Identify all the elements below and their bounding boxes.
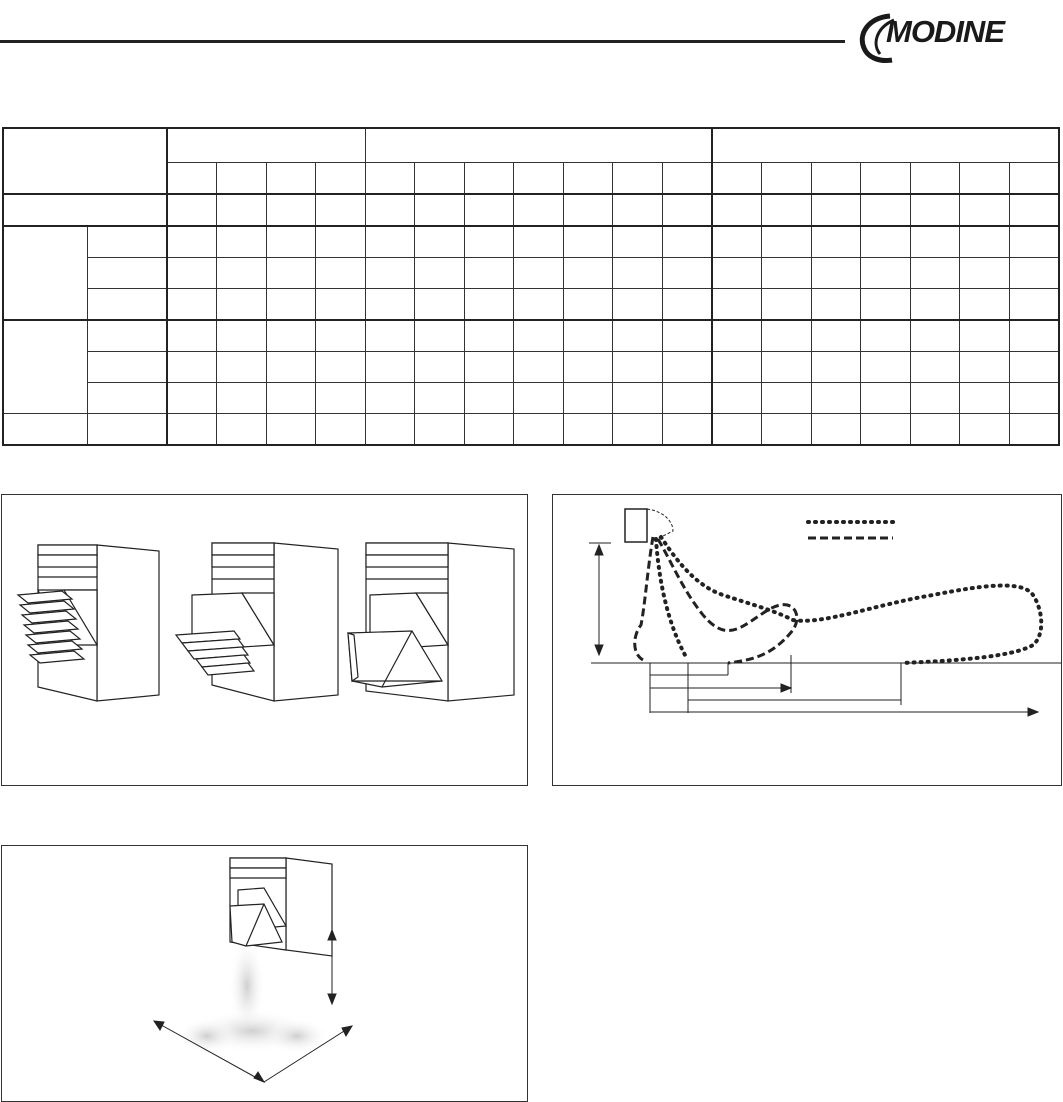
performance-table — [2, 127, 1060, 446]
downflow-illustration — [2, 846, 527, 1101]
table-group-header — [365, 128, 712, 163]
dashed-pattern-a — [635, 537, 653, 661]
unit-heater-vertical-louvers — [348, 543, 514, 701]
airflow-plume — [177, 936, 329, 1054]
table-row — [3, 414, 1059, 446]
dotted-pattern-outer — [661, 537, 1041, 663]
dashed-pattern-b — [658, 539, 797, 663]
table-row — [3, 383, 1059, 414]
downflow-unit — [230, 858, 332, 956]
table-row — [3, 226, 1059, 258]
table-row — [3, 352, 1059, 383]
throw-pattern-chart — [553, 495, 1061, 785]
unit-heater-horizontal-louvers — [18, 545, 159, 701]
table-row — [3, 258, 1059, 289]
dotted-pattern-inner — [656, 539, 685, 655]
air-throw-figure — [552, 494, 1062, 786]
header-rule — [0, 40, 845, 43]
louver-units-figure — [1, 494, 528, 786]
table-row — [3, 194, 1059, 226]
table-row — [3, 320, 1059, 352]
table-group-header — [167, 128, 365, 163]
table-group-header — [712, 128, 1059, 163]
modine-logo — [850, 8, 1060, 64]
downflow-figure — [1, 845, 528, 1102]
brand-name: MODINE — [886, 14, 1004, 49]
unit-heater-angled-louvers — [176, 543, 338, 701]
table-row — [3, 289, 1059, 321]
unit-heaters-illustration — [2, 495, 527, 785]
table-corner-cell — [3, 128, 167, 194]
heater-box — [625, 509, 647, 542]
table-header-row — [3, 128, 1059, 163]
